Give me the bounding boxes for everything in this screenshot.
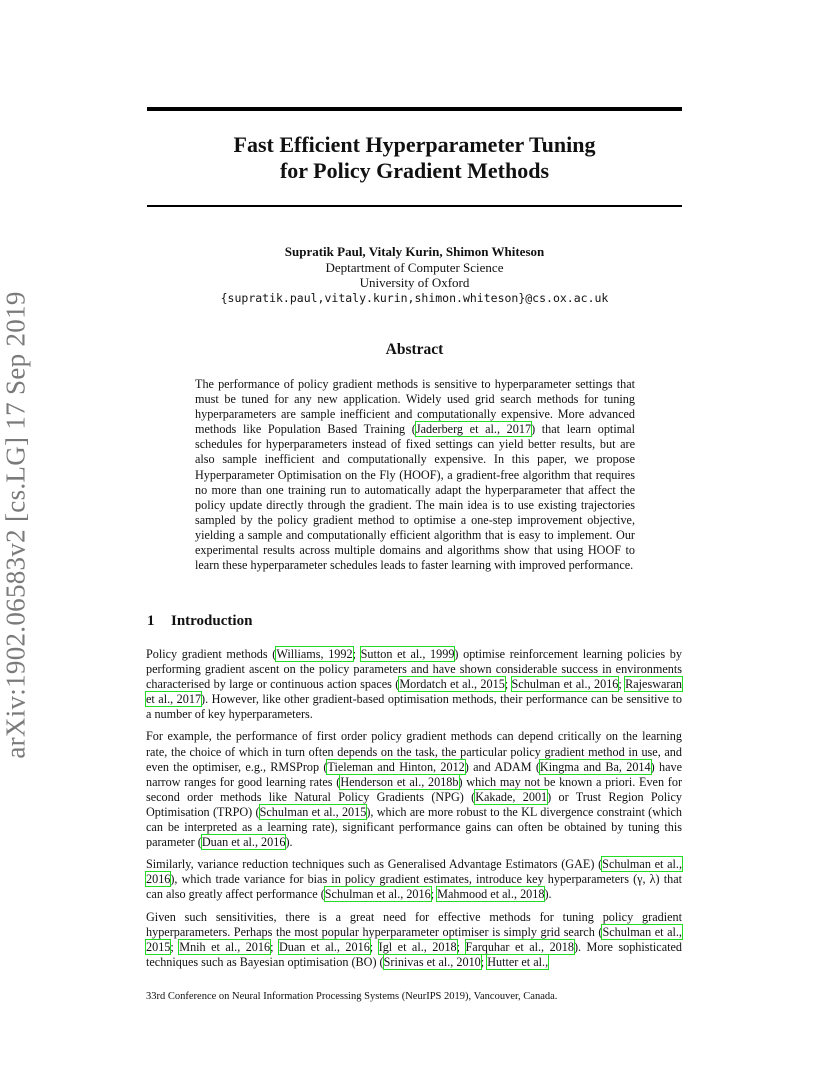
citation-link[interactable]: Srinivas et al., 2010 — [383, 954, 481, 969]
paragraph-1-text-run: ; — [618, 677, 626, 692]
citation-link[interactable]: Mordatch et al., 2015 — [399, 677, 505, 692]
arxiv-stamp-text: arXiv:1902.06583v2 [cs.LG] 17 Sep 2019 — [0, 291, 31, 759]
abstract-text-run: ) that learn optimal schedules for hyperparameters instead of fixed settings can yield better results, but are also sample inefficient and computationally expensive. In this paper, we propose Hyperparameter Optimisation on the Fly (HOOF), a gradient-free algorithm that requires no more than one training run to automatically adapt the hyperparameter that affect the policy update directly through the gradient. The main idea is to use existing trajectories sampled by the policy gradient method to optimise a one-step improvement objective, yielding a sample and computationally efficient algorithm that is easy to implement. Our experimental results across multiple domains and algorithms show that using HOOF to learn these hyperparameter schedules leads to faster learning with improved performance. — [195, 422, 635, 573]
abstract-text-run: The performance of policy gradient methods is sensitive to hyperparameter settings that must be tuned for any new application. Widely used grid search methods for tuning hyperparameters are sample inefficient and computationally expensive. More advanced methods like Population Based Training ( — [195, 377, 635, 437]
citation-link[interactable]: Schulman et al., 2016 — [146, 857, 682, 887]
citation-link[interactable]: Tieleman and Hinton, 2012 — [327, 759, 465, 774]
citation-link[interactable]: Williams, 1992 — [276, 647, 353, 661]
paragraph-2-text-run: ). — [285, 835, 293, 850]
author-email[interactable]: {supratik.paul,vitaly.kurin,shimon.whiteson}@cs.ox.ac.uk — [220, 290, 609, 305]
abstract-text — [195, 377, 635, 573]
paragraph-3-text-run: ). — [544, 887, 552, 902]
citation-link[interactable]: Igl et al., 2018 — [378, 939, 457, 954]
paragraph-1-text-run: ; — [504, 677, 512, 692]
paragraph-1-text-run: Policy gradient methods ( — [146, 647, 277, 661]
title-bottom-rule — [147, 205, 682, 207]
paragraph-4-text-run: ; — [170, 939, 180, 954]
paragraph-4-text-run: ; — [456, 939, 466, 954]
citation-link[interactable]: Henderson et al., 2018b — [340, 774, 459, 789]
title-line-1: Fast Efficient Hyperparameter Tuning — [233, 132, 596, 157]
paragraph-1-text-run: ). However, like other gradient-based optimisation methods, their performance can be sensitive to a number of key hyperparameters. — [146, 692, 683, 722]
citation-link[interactable]: Schulman et al., 2016 — [511, 677, 619, 692]
author-department: Deptartment of Computer Science — [325, 259, 504, 275]
paragraph-2 — [146, 729, 682, 850]
paragraph-3-text-run: ; — [430, 887, 438, 902]
citation-link[interactable]: Duan et al., 2016 — [278, 939, 370, 954]
section-heading-introduction — [147, 613, 252, 630]
paragraph-2-text-run: ) or Trust Region Policy Optimisation (TRPO) ( — [146, 789, 683, 819]
citation-link[interactable]: Kakade, 2001 — [475, 789, 548, 804]
citation-link[interactable]: Jaderberg et al., 2017 — [415, 422, 532, 437]
paragraph-2-text-run: ) which may not be known a priori. Even for second order methods like Natural Policy Gradients (NPG) ( — [146, 774, 682, 804]
section-title: Introduction — [171, 613, 253, 629]
citation-link[interactable]: Schulman et al., 2015 — [146, 924, 682, 954]
citation-link[interactable]: Kingma and Ba, 2014 — [539, 759, 651, 774]
citation-link[interactable]: Farquhar et al., 2018 — [465, 939, 574, 954]
paragraph-4-text-run: ). More sophisticated techniques such as Bayesian optimisation (BO) ( — [146, 939, 683, 969]
paragraph-3 — [146, 857, 682, 902]
paper-title — [147, 132, 682, 184]
title-line-2: for Policy Gradient Methods — [279, 158, 550, 183]
title-top-rule — [147, 107, 682, 111]
citation-link[interactable]: Mnih et al., 2016 — [179, 939, 271, 954]
author-block — [147, 244, 682, 306]
citation-link[interactable]: Mahmood et al., 2018 — [437, 887, 545, 902]
introduction-body — [146, 647, 682, 977]
conference-footnote: 33rd Conference on Neural Information Processing Systems (NeurIPS 2019), Vancouver, Canada. — [146, 991, 558, 1002]
paragraph-4-text-run: ; — [480, 954, 488, 969]
paragraph-1-text-run: ; — [352, 647, 361, 661]
paragraph-1-text-run: ) optimise reinforcement learning policies by performing gradient ascent on the policy parameters and have shown considerable success in environments characterised by large or continuous action spaces ( — [146, 647, 682, 692]
section-number: 1 — [147, 613, 155, 629]
citation-link[interactable]: Duan et al., 2016 — [201, 835, 286, 850]
citation-link[interactable]: Hutter et al., — [487, 954, 549, 969]
paragraph-4-text-run: ; — [369, 939, 379, 954]
paragraph-3-text-run: Similarly, variance reduction techniques such as Generalised Advantage Estimators (GAE) ( — [146, 857, 603, 872]
paragraph-4-text-run: Given such sensitivities, there is a great need for effective methods for tuning policy gradient hyperparameters. Perhaps the most popular hyperparameter optimiser is simply grid search ( — [146, 909, 682, 939]
paragraph-2-text-run: ), which are more robust to the KL divergence constraint (which can be interpreted as a learning rate), significant performance gains can often be obtained by tuning this parameter ( — [146, 804, 682, 850]
paragraph-2-text-run: For example, the performance of first order policy gradient methods can depend critically on the learning rate, the choice of which in turn often depends on the task, the particular policy gradient method in use, and even the optimiser, e.g., RMSProp ( — [146, 729, 682, 774]
paragraph-3-text-run: ), which trade variance for bias in policy gradient estimates, introduce key hyperparameters (γ, λ) that can also greatly affect performance ( — [146, 872, 682, 902]
author-names: Supratik Paul, Vitaly Kurin, Shimon Whiteson — [284, 244, 545, 259]
citation-link[interactable]: Schulman et al., 2015 — [259, 804, 367, 819]
citation-link[interactable]: Sutton et al., 1999 — [360, 647, 455, 661]
paragraph-2-text-run: ) and ADAM ( — [464, 759, 540, 774]
abstract-heading: Abstract — [385, 341, 444, 358]
paragraph-4 — [146, 910, 682, 970]
paragraph-1 — [146, 647, 682, 722]
citation-link[interactable]: Rajeswaran et al., 2017 — [146, 677, 682, 707]
paragraph-4-text-run: ; — [270, 939, 279, 954]
citation-link[interactable]: Schulman et al., 2016 — [324, 887, 431, 902]
paragraph-2-text-run: ) have narrow ranges for good learning rates ( — [146, 759, 682, 789]
author-university: University of Oxford — [359, 275, 470, 290]
